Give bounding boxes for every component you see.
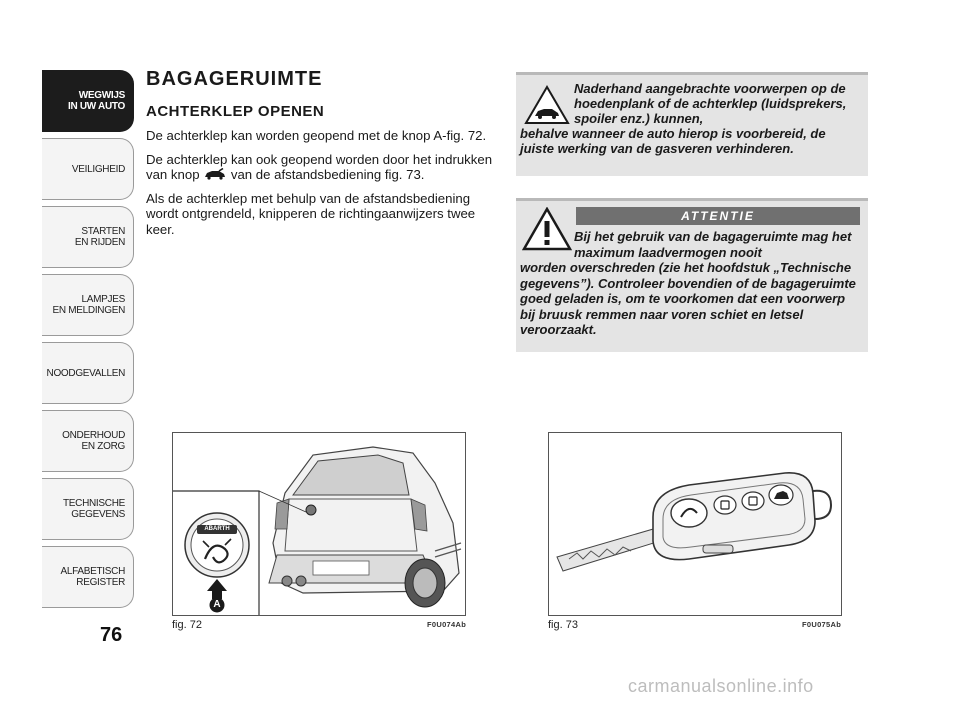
figure-73	[548, 432, 842, 616]
tab-label: NOODGEVALLEN	[46, 367, 125, 379]
watermark: carmanualsonline.info	[628, 676, 814, 696]
tab-register[interactable]	[42, 546, 134, 608]
figure-72-code: F0U074Ab	[427, 620, 467, 629]
tab-starten[interactable]	[42, 206, 134, 268]
paragraph-2	[146, 152, 496, 183]
tab-lampjes[interactable]	[42, 274, 134, 336]
note-text	[520, 81, 860, 156]
note-text-rest: behalve wanneer de auto hierop is voorbereid, de juiste werking van de gasveren verhinderen.	[520, 126, 826, 156]
paragraph-2-end: van de afstandsbediening fig. 73.	[230, 167, 425, 182]
marker-a: A	[213, 599, 221, 610]
page-number: 76	[100, 624, 123, 646]
subsection-title: ACHTERKLEP OPENEN	[146, 103, 325, 120]
figure-72-caption: fig. 72	[172, 619, 202, 631]
figure-72	[172, 432, 466, 616]
note-text-indented: Naderhand aangebrachte voorwerpen op de hoedenplank of de achterklep (luidsprekers, spoiler enz.) kunnen,	[574, 81, 847, 126]
tab-label: ALFABETISCH REGISTER	[60, 566, 125, 588]
warning-heading: ATTENTIE	[576, 207, 860, 225]
remote-key-illustration	[549, 433, 841, 615]
tab-label: TECHNISCHE GEGEVENS	[62, 498, 125, 520]
car-rear-illustration	[173, 433, 465, 615]
tab-onderhoud[interactable]	[42, 410, 134, 472]
paragraph-1: De achterklep kan worden geopend met de knop A-fig. 72.	[146, 128, 487, 143]
tab-technische[interactable]	[42, 478, 134, 540]
tab-wegwijs[interactable]	[42, 70, 134, 132]
warning-text	[520, 229, 862, 338]
tab-label: LAMPJES EN MELDINGEN	[52, 294, 125, 316]
figure-73-caption: fig. 73	[548, 619, 578, 631]
tab-noodgevallen[interactable]	[42, 342, 134, 404]
figure-73-code: F0U075Ab	[802, 620, 842, 629]
warning-box	[516, 198, 868, 352]
tab-label: ONDERHOUD EN ZORG	[62, 430, 125, 452]
tab-label: VEILIGHEID	[71, 163, 125, 175]
warning-text-rest: worden overschreden (zie het hoofdstuk „Technische gegevens”). Controleer bovendien of de bagageruimte goed geladen is, om te voorkomen dat een voorwerp bij bruusk remmen naar voren schiet en letsel veroorzaakt.	[520, 260, 856, 337]
tab-veiligheid[interactable]	[42, 138, 134, 200]
tab-label: WEGWIJS IN UW AUTO	[68, 90, 125, 112]
paragraph-3: Als de achterklep met behulp van de afstandsbediening wordt ontgrendeld, knipperen de richtingaanwijzers twee keer.	[146, 190, 476, 237]
warning-text-indented: Bij het gebruik van de bagageruimte mag het maximum laadvermogen nooit	[574, 229, 852, 260]
note-box	[516, 72, 868, 176]
main-text	[146, 68, 496, 245]
emblem-text: ABARTH	[204, 526, 230, 532]
section-title: BAGAGERUIMTE	[146, 68, 323, 90]
car-trunk-icon	[203, 168, 227, 180]
tab-label: STARTEN EN RIJDEN	[74, 226, 125, 248]
paragraph-2-start: De achterklep kan ook geopend worden door het indrukken van knop	[146, 151, 493, 182]
